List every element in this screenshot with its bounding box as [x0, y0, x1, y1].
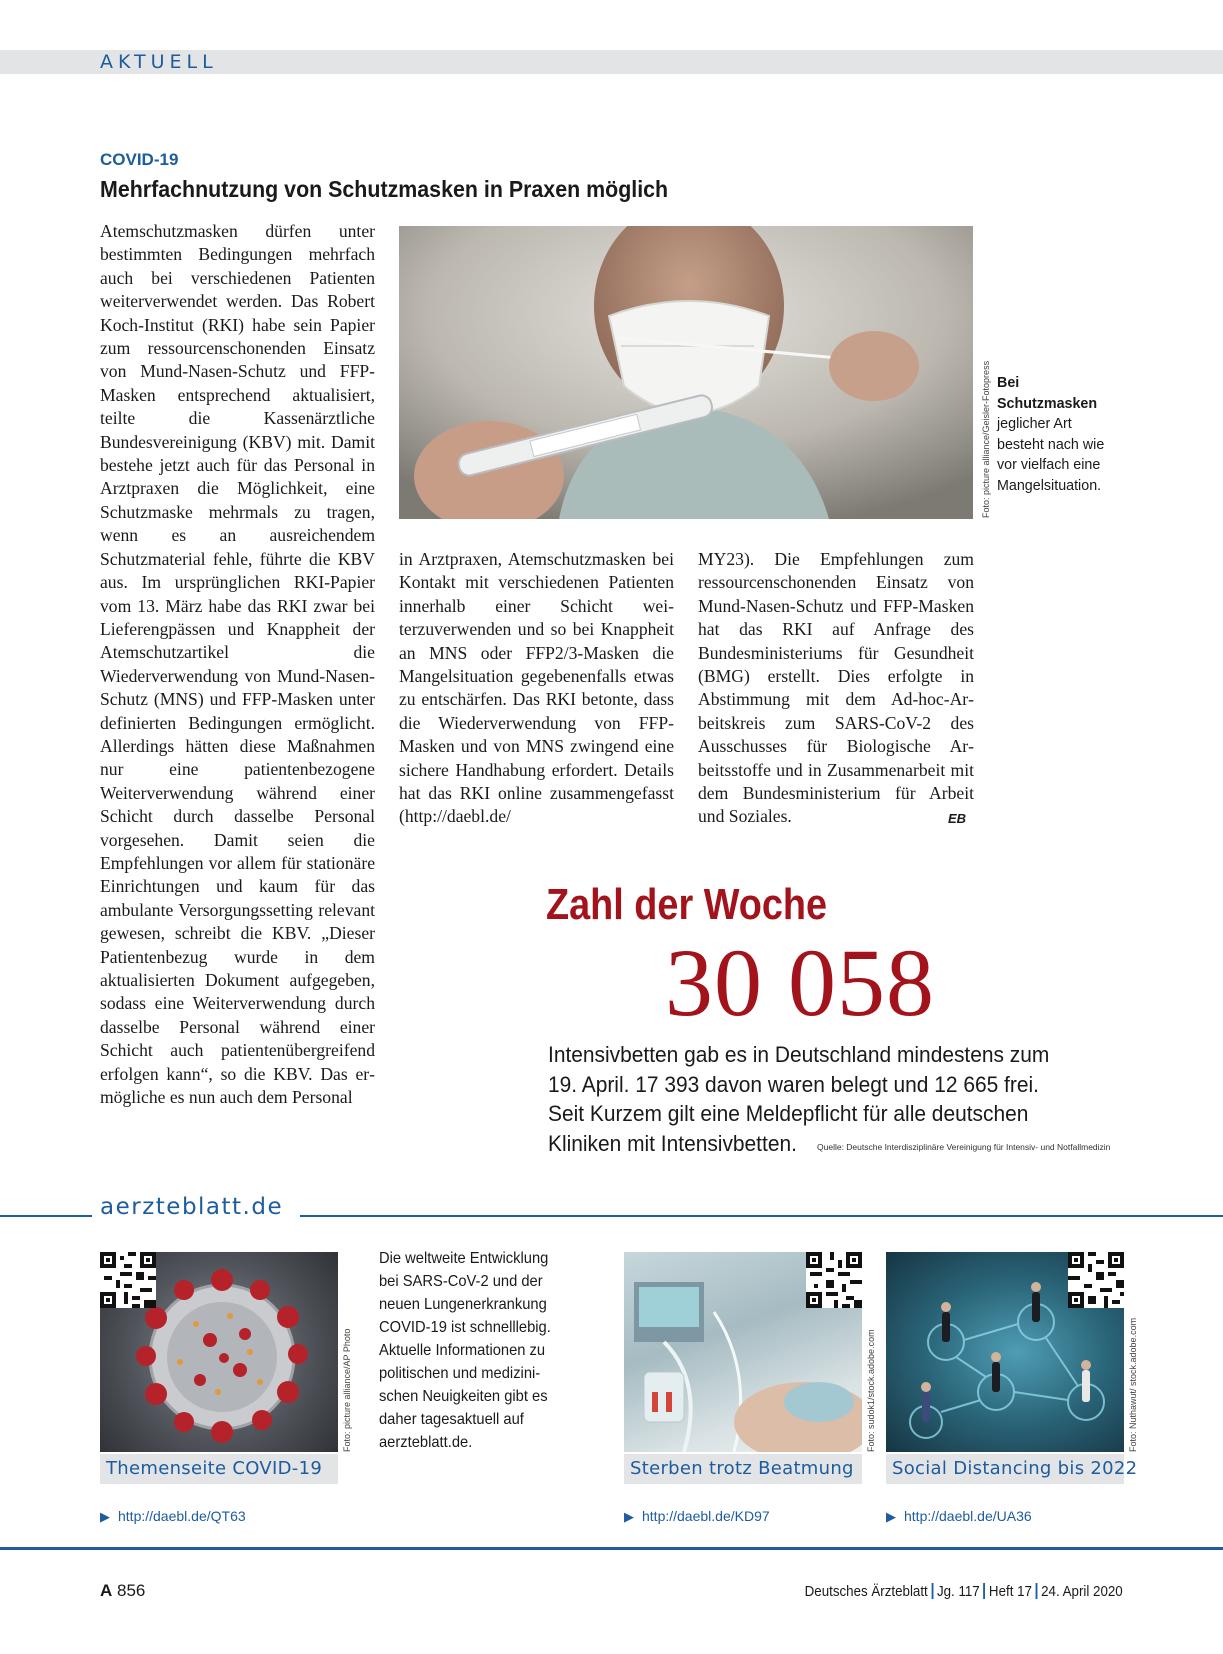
page-number [100, 1581, 145, 1601]
card-3-arrow-icon: ▶ [886, 1509, 896, 1524]
card-1-arrow-icon: ▶ [100, 1509, 110, 1524]
article-headline: Mehrfachnutzung von Schutzmasken in Praxen möglich [100, 176, 669, 202]
card-3-link[interactable] [886, 1508, 1032, 1525]
section-label: AKTUELL [100, 51, 218, 73]
card-2-url[interactable]: http://daebl.de/KD97 [642, 1508, 770, 1524]
section-rule-left [0, 1215, 92, 1217]
card-2-qr-code [806, 1252, 862, 1308]
article-column-1: Atemschutzmasken dürfen unter bestimmten Bedingungen mehrfach auch bei verschiedenen Patienten weiterverwendet werden. Das Robert Koch-Institut (RKI) habe sein Papier zum ressourcenschonenden Einsatz von Mund-Nasen-Schutz und FFP-Masken entsprechend aktualisiert, teilte die Kassenärztliche Bundesvereinigung (KBV) mit. Damit bestehe jetzt auch für das Personal in Arztpraxen die Möglichkeit, eine Schutzmaske mehrmals zu tragen, wenn es an ausreichendem Schutzmaterial fehle, führte die KBV aus. Im ursprünglichen RKI-Papier vom 13. März habe das RKI zwar bei Lieferengpässen und Knappheit der Atemschutzartikel die Wiederverwendung von Mund-Nasen-Schutz (MNS) und FFP-Masken unter definierten Bedingungen ermöglicht. Allerdings hätten diese Maßnahmen nur eine patientenbezogene Weiterverwendung während einer Schicht durch dasselbe Personal vorgesehen. Damit seien die Empfehlungen vor allem für stationäre Einrichtungen und kaum für das ambulante Versorgungssetting relevant gewesen, schreibt die KBV. „Dieser Patientenbezug wurde in dem aktualisierten Dokument aufgegeben, sodass eine Weiterverwendung durch dasselbe Personal während einer Schicht auch patientenübergreifend erfolgen kann“, so die KBV. Das ermögliche es nun auch dem Personal [100, 221, 375, 1108]
page-number-value: 856 [117, 1581, 146, 1600]
journal-volume: Jg. 117 [937, 1584, 980, 1600]
zahl-der-woche-text: Intensivbetten gab es in Deutschland mindestens zum 19. April. 17 393 davon waren belegt und 12 665 frei. Seit Kurzem gilt eine Meldepflicht für alle deutschen Kliniken mit Intensivbetten. [548, 1042, 1050, 1156]
card-2-credit: Foto: sudok1/stock.adobe.com [866, 1329, 876, 1452]
zahl-der-woche-title: Zahl der Woche [546, 880, 828, 929]
card-1-url[interactable]: http://daebl.de/QT63 [118, 1508, 246, 1524]
card-3-qr-code [1068, 1252, 1124, 1308]
card-2-label[interactable]: Sterben trotz Beatmung [624, 1454, 862, 1484]
article-column-3: MY23). Die Empfehlungen zum ressourcenschonenden Einsatz von Mund-Nasen-Schutz und FFP-Masken hat das RKI auf Anfrage des Bundesministeriums für Gesundheit (BMG) erstellt. Dies erfolgte in Abstimmung mit dem Ad-hoc-Arbeitskreis zum SARS-CoV-2 des Ausschusses für Biologische Arbeitsstoffe und in Zusammenarbeit mit dem Bundesministerium für Arbeit und Soziales. [698, 549, 974, 827]
card-1-qr-code [100, 1252, 156, 1308]
caption-text: jeglicher Art besteht nach wie vor vielfach eine Mangelsituation. [997, 416, 1105, 494]
aerzteblatt-section-title: aerzteblatt.de [100, 1194, 284, 1220]
journal-name: Deutsches Ärzteblatt [804, 1584, 929, 1600]
page-prefix: A [100, 1581, 113, 1600]
card-3-url[interactable]: http://daebl.de/UA36 [904, 1508, 1032, 1524]
card-3-label[interactable]: Social Distancing bis 2022 [886, 1454, 1124, 1484]
card-3-credit: Foto: Nuthawut/ stock.adobe.com [1128, 1317, 1138, 1452]
card-1-credit: Foto: picture alliance/AP Photo [342, 1328, 352, 1452]
journal-info [805, 1583, 1123, 1600]
journal-date: 24. April 2020 [1041, 1584, 1123, 1600]
zahl-der-woche-number: 30 058 [665, 929, 935, 1036]
article-kicker: COVID-19 [100, 150, 179, 169]
footer-separator [1036, 1583, 1038, 1599]
footer-rule [0, 1547, 1223, 1550]
footer-separator [932, 1583, 934, 1599]
caption-bold: Bei Schutzmasken [997, 375, 1098, 412]
author-signature: EB [948, 811, 967, 826]
card-1-label[interactable]: Themenseite COVID-19 [100, 1454, 338, 1484]
section-rule-right [300, 1215, 1223, 1217]
aerzteblatt-blurb: Die weltweite Entwicklung bei SARS-CoV-2 und der neuen Lungenerkrankung COVID-19 ist schnelllebig. Aktuelle Informationen zu politischen und medizinischen Neuigkeiten gibt es daher tagesaktuell auf aerzteblatt.de. [379, 1250, 551, 1451]
article-photo [399, 226, 973, 519]
footer-separator [984, 1583, 986, 1599]
card-2-arrow-icon: ▶ [624, 1509, 634, 1524]
zahl-der-woche-source: Quelle: Deutsche Interdisziplinäre Vereinigung für Intensiv- und Notfallmedizin [817, 1142, 1111, 1152]
photo-credit: Foto: picture alliance/Geisler-Fotopress [981, 360, 991, 518]
card-2-link[interactable] [624, 1508, 770, 1525]
photo-caption [997, 373, 1122, 496]
article-column-2: in Arztpraxen, Atemschutzmasken bei Kontakt mit verschiedenen Patienten innerhalb einer Schicht weiterzuverwenden und so bei Knappheit an MNS oder FFP2/3-Masken die Mangelsituation gegebenenfalls etwas zu entschärfen. Das RKI betonte, dass die Wiederverwendung von FFP-Masken und von MNS zwingend eine sichere Handhabung erfordert. Details hat das RKI online zusammengefasst (http://daebl.de/ [399, 549, 674, 827]
journal-issue: Heft 17 [989, 1584, 1033, 1600]
card-1-link[interactable] [100, 1508, 246, 1525]
